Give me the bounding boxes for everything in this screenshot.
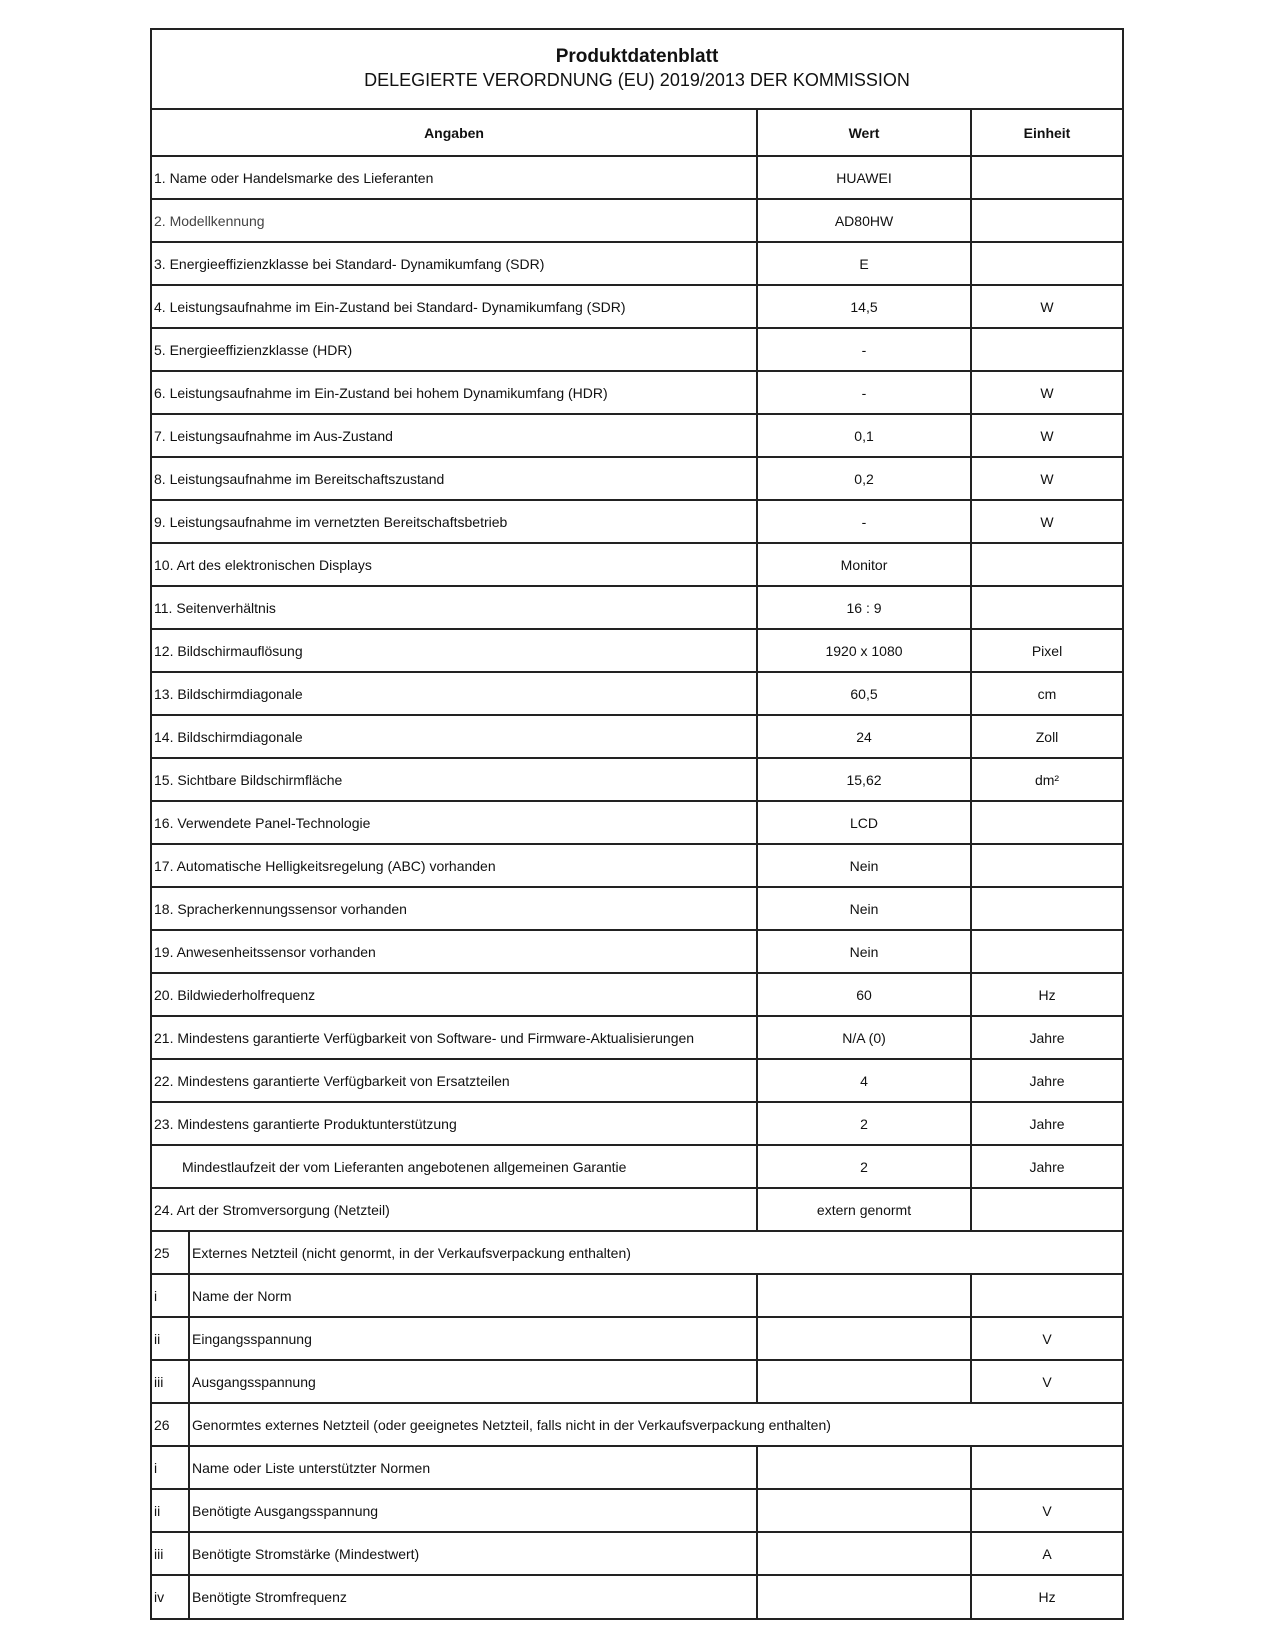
row-value: extern genormt <box>757 1188 971 1231</box>
section-title: Externes Netzteil (nicht genormt, in der Verkaufsverpackung enthalten) <box>189 1231 1122 1274</box>
table-row <box>152 1016 1122 1059</box>
sub-number: iii <box>152 1532 189 1575</box>
row-value <box>757 1317 971 1360</box>
row-label: 4. Leistungsaufnahme im Ein-Zustand bei Standard- Dynamikumfang (SDR) <box>152 285 757 328</box>
row-unit: Jahre <box>971 1145 1122 1188</box>
row-value <box>757 1489 971 1532</box>
row-value: 4 <box>757 1059 971 1102</box>
table-row <box>152 973 1122 1016</box>
row-label: 14. Bildschirmdiagonale <box>152 715 757 758</box>
section-25-header <box>152 1231 1122 1274</box>
row-value: N/A (0) <box>757 1016 971 1059</box>
table-header-row <box>152 110 1122 156</box>
row-unit: W <box>971 457 1122 500</box>
row-label: Name oder Liste unterstützter Normen <box>189 1446 757 1489</box>
table-row <box>152 715 1122 758</box>
sub-number: iii <box>152 1360 189 1403</box>
section-26-header <box>152 1403 1122 1446</box>
row-label: 22. Mindestens garantierte Verfügbarkeit von Ersatzteilen <box>152 1059 757 1102</box>
row-label: Eingangsspannung <box>189 1317 757 1360</box>
section-number: 26 <box>152 1403 189 1446</box>
row-unit: Pixel <box>971 629 1122 672</box>
row-value: Nein <box>757 930 971 973</box>
row-label: 7. Leistungsaufnahme im Aus-Zustand <box>152 414 757 457</box>
table-row <box>152 672 1122 715</box>
row-label: 10. Art des elektronischen Displays <box>152 543 757 586</box>
table-row <box>152 887 1122 930</box>
header-value: Wert <box>757 110 971 156</box>
row-unit <box>971 586 1122 629</box>
row-value: 16 : 9 <box>757 586 971 629</box>
row-label: 11. Seitenverhältnis <box>152 586 757 629</box>
row-value <box>757 1274 971 1317</box>
row-label: 6. Leistungsaufnahme im Ein-Zustand bei hohem Dynamikumfang (HDR) <box>152 371 757 414</box>
title-block <box>152 30 1122 110</box>
row-value: 2 <box>757 1102 971 1145</box>
row-label: 18. Spracherkennungssensor vorhanden <box>152 887 757 930</box>
row-label: Name der Norm <box>189 1274 757 1317</box>
table-row <box>152 801 1122 844</box>
row-value: - <box>757 500 971 543</box>
row-label: 15. Sichtbare Bildschirmfläche <box>152 758 757 801</box>
table-row <box>152 1446 1122 1489</box>
row-label: Mindestlaufzeit der vom Lieferanten angebotenen allgemeinen Garantie <box>152 1145 757 1188</box>
row-label: 16. Verwendete Panel-Technologie <box>152 801 757 844</box>
row-unit: W <box>971 285 1122 328</box>
table-row <box>152 414 1122 457</box>
sub-number: iv <box>152 1575 189 1618</box>
row-label: 12. Bildschirmauflösung <box>152 629 757 672</box>
table-row <box>152 242 1122 285</box>
row-label: 3. Energieeffizienzklasse bei Standard- Dynamikumfang (SDR) <box>152 242 757 285</box>
row-value <box>757 1360 971 1403</box>
table-row <box>152 1059 1122 1102</box>
row-unit <box>971 801 1122 844</box>
page-subtitle: DELEGIERTE VERORDNUNG (EU) 2019/2013 DER KOMMISSION <box>364 70 910 90</box>
table-row <box>152 543 1122 586</box>
row-value: 24 <box>757 715 971 758</box>
row-unit <box>971 1274 1122 1317</box>
row-unit <box>971 844 1122 887</box>
row-value: - <box>757 371 971 414</box>
row-unit <box>971 328 1122 371</box>
row-value: 0,2 <box>757 457 971 500</box>
row-unit <box>971 930 1122 973</box>
row-unit: W <box>971 414 1122 457</box>
row-value: 1920 x 1080 <box>757 629 971 672</box>
row-value: 14,5 <box>757 285 971 328</box>
table-row <box>152 457 1122 500</box>
row-label: 24. Art der Stromversorgung (Netzteil) <box>152 1188 757 1231</box>
row-label: 9. Leistungsaufnahme im vernetzten Bereitschaftsbetrieb <box>152 500 757 543</box>
row-unit: W <box>971 371 1122 414</box>
table-row <box>152 1102 1122 1145</box>
row-value: 60 <box>757 973 971 1016</box>
row-label: 21. Mindestens garantierte Verfügbarkeit von Software- und Firmware-Aktualisierungen <box>152 1016 757 1059</box>
row-label: 5. Energieeffizienzklasse (HDR) <box>152 328 757 371</box>
row-label: Benötigte Stromstärke (Mindestwert) <box>189 1532 757 1575</box>
table-row <box>152 1532 1122 1575</box>
table-row <box>152 500 1122 543</box>
row-label: 1. Name oder Handelsmarke des Lieferanten <box>152 156 757 199</box>
header-label: Angaben <box>152 110 757 156</box>
row-unit: cm <box>971 672 1122 715</box>
row-unit: V <box>971 1317 1122 1360</box>
row-value <box>757 1532 971 1575</box>
sub-number: ii <box>152 1317 189 1360</box>
row-value: Monitor <box>757 543 971 586</box>
table-row <box>152 328 1122 371</box>
section-number: 25 <box>152 1231 189 1274</box>
sub-number: ii <box>152 1489 189 1532</box>
section-title: Genormtes externes Netzteil (oder geeignetes Netzteil, falls nicht in der Verkaufsverpackung enthalten) <box>189 1403 1122 1446</box>
row-value: E <box>757 242 971 285</box>
table-row <box>152 1188 1122 1231</box>
row-label: 19. Anwesenheitssensor vorhanden <box>152 930 757 973</box>
row-unit: V <box>971 1360 1122 1403</box>
page-title: Produktdatenblatt <box>555 46 719 67</box>
row-label: Benötigte Stromfrequenz <box>189 1575 757 1618</box>
row-value: 0,1 <box>757 414 971 457</box>
row-value: 60,5 <box>757 672 971 715</box>
table-row <box>152 758 1122 801</box>
row-unit: A <box>971 1532 1122 1575</box>
sub-number: i <box>152 1446 189 1489</box>
row-unit: Jahre <box>971 1059 1122 1102</box>
row-unit <box>971 156 1122 199</box>
table-row <box>152 1489 1122 1532</box>
table-row <box>152 156 1122 199</box>
row-value: 2 <box>757 1145 971 1188</box>
row-label: 13. Bildschirmdiagonale <box>152 672 757 715</box>
table-row <box>152 1360 1122 1403</box>
table-row <box>152 629 1122 672</box>
table-row <box>152 199 1122 242</box>
row-value <box>757 1575 971 1618</box>
table-row <box>152 371 1122 414</box>
table-row <box>152 844 1122 887</box>
row-value <box>757 1446 971 1489</box>
row-unit <box>971 242 1122 285</box>
row-unit <box>971 543 1122 586</box>
row-unit: Jahre <box>971 1016 1122 1059</box>
row-unit <box>971 199 1122 242</box>
row-unit: Zoll <box>971 715 1122 758</box>
sub-number: i <box>152 1274 189 1317</box>
row-unit <box>971 1188 1122 1231</box>
row-value: Nein <box>757 844 971 887</box>
row-label: Ausgangsspannung <box>189 1360 757 1403</box>
data-table <box>152 110 1122 1618</box>
row-unit: Hz <box>1038 1589 1056 1605</box>
row-unit: Hz <box>971 973 1122 1016</box>
row-unit <box>971 1446 1122 1489</box>
row-unit: V <box>971 1489 1122 1532</box>
table-row <box>152 1317 1122 1360</box>
row-label: 2. Modellkennung <box>152 199 757 242</box>
row-value: HUAWEI <box>757 156 971 199</box>
row-label: 8. Leistungsaufnahme im Bereitschaftszustand <box>152 457 757 500</box>
row-unit: Jahre <box>971 1102 1122 1145</box>
table-row <box>152 1274 1122 1317</box>
table-row <box>152 1145 1122 1188</box>
row-value: AD80HW <box>757 199 971 242</box>
table-row <box>152 586 1122 629</box>
row-value: - <box>757 328 971 371</box>
row-value: 15,62 <box>757 758 971 801</box>
row-unit: W <box>971 500 1122 543</box>
row-label: Benötigte Ausgangsspannung <box>189 1489 757 1532</box>
product-data-sheet <box>150 28 1124 1620</box>
row-value: Nein <box>757 887 971 930</box>
row-label: 17. Automatische Helligkeitsregelung (ABC) vorhanden <box>152 844 757 887</box>
table-row <box>152 930 1122 973</box>
table-row <box>152 285 1122 328</box>
row-label: 20. Bildwiederholfrequenz <box>152 973 757 1016</box>
table-row <box>152 1575 1122 1618</box>
row-unit <box>971 887 1122 930</box>
row-unit: dm² <box>971 758 1122 801</box>
row-label: 23. Mindestens garantierte Produktunterstützung <box>152 1102 757 1145</box>
row-value: LCD <box>757 801 971 844</box>
header-unit: Einheit <box>971 110 1122 156</box>
